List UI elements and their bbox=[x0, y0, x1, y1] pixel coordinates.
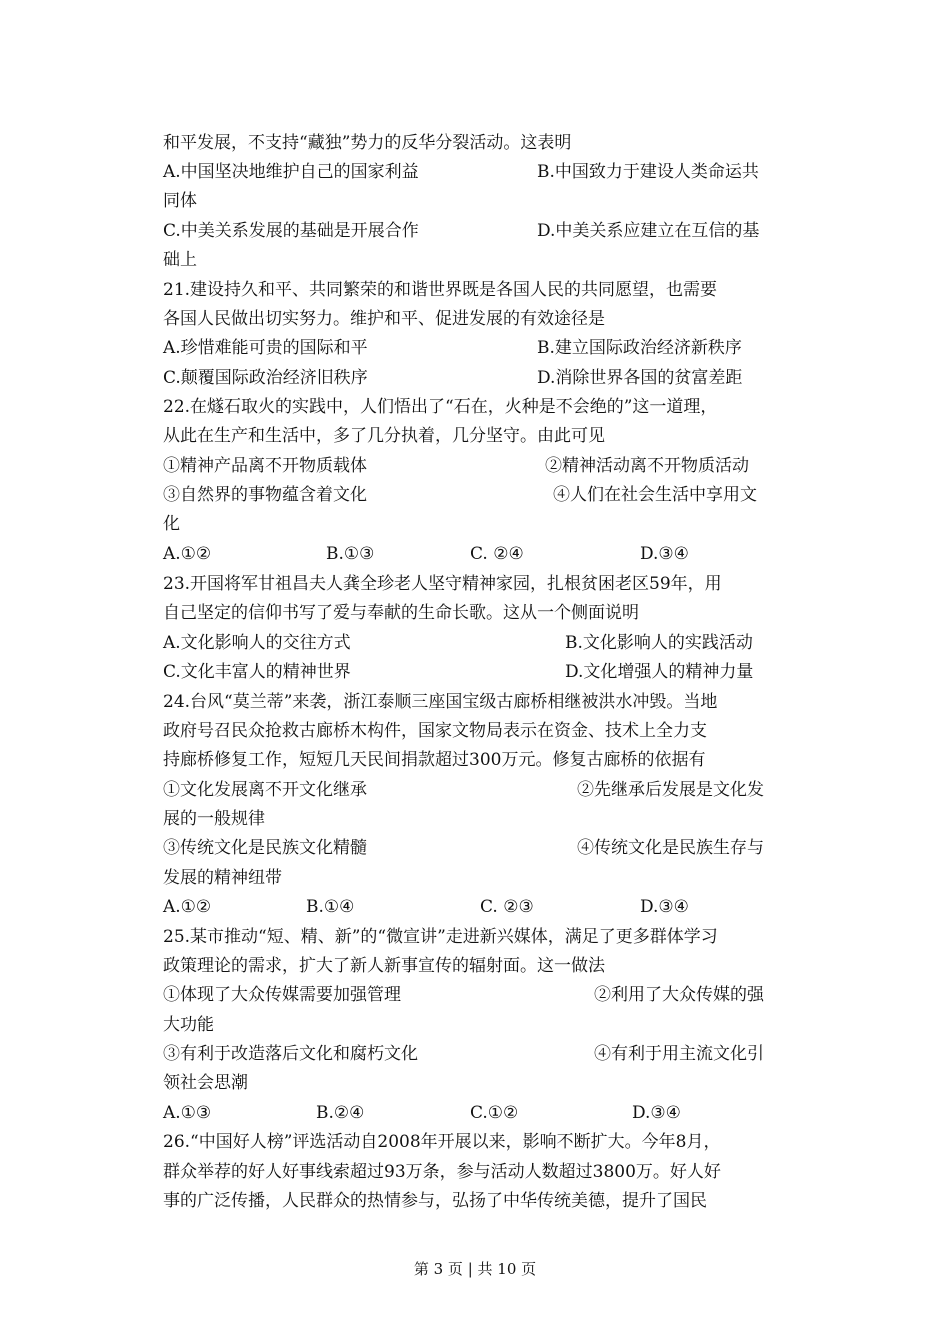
q22-item-1: ①精神产品离不开物质载体 bbox=[163, 456, 367, 476]
q23-option-b: B.文化影响人的实践活动 bbox=[565, 633, 753, 653]
q25-item-2: ②利用了大众传媒的强 bbox=[594, 985, 764, 1005]
q25-item-3: ③有利于改造落后文化和腐朽文化 bbox=[163, 1044, 418, 1064]
q25-option-b: B.②④ bbox=[316, 1103, 365, 1123]
q21-option-c: C.颠覆国际政治经济旧秩序 bbox=[163, 368, 368, 388]
q20-option-a: A.中国坚决地维护自己的国家利益 bbox=[163, 162, 419, 182]
q24-stem-line-3: 持廊桥修复工作，短短几天民间捐款超过300万元。修复古廊桥的依据有 bbox=[163, 750, 706, 770]
q22-item-4: ④人们在社会生活中享用文 bbox=[553, 485, 757, 505]
q22-stem-line-2: 从此在生产和生活中，多了几分执着，几分坚守。由此可见 bbox=[163, 426, 605, 446]
q20-stem: 和平发展，不支持“藏独”势力的反华分裂活动。这表明 bbox=[163, 133, 572, 153]
q24-item-4-wrap: 发展的精神纽带 bbox=[163, 868, 282, 888]
q21-stem-line-2: 各国人民做出切实努力。维护和平、促进发展的有效途径是 bbox=[163, 309, 605, 329]
q21-option-b: B.建立国际政治经济新秩序 bbox=[537, 338, 742, 358]
q25-option-d: D.③④ bbox=[632, 1103, 681, 1123]
q25-option-c: C.①② bbox=[470, 1103, 519, 1123]
q26-stem-line-3: 事的广泛传播，人民群众的热情参与，弘扬了中华传统美德，提升了国民 bbox=[163, 1191, 707, 1211]
q23-option-a: A.文化影响人的交往方式 bbox=[163, 633, 351, 653]
q20-option-d-wrap: 础上 bbox=[163, 250, 197, 270]
page-number-footer: 第 3 页 | 共 10 页 bbox=[413, 1260, 537, 1278]
q24-option-b: B.①④ bbox=[306, 897, 355, 917]
q24-item-4: ④传统文化是民族生存与 bbox=[577, 838, 764, 858]
q25-item-4: ④有利于用主流文化引 bbox=[594, 1044, 764, 1064]
q22-item-4-wrap: 化 bbox=[163, 514, 180, 534]
q25-stem-line-2: 政策理论的需求，扩大了新人新事宣传的辐射面。这一做法 bbox=[163, 956, 605, 976]
q24-stem-line-2: 政府号召民众抢救古廊桥木构件，国家文物局表示在资金、技术上全力支 bbox=[163, 721, 707, 741]
q21-stem-line-1: 21.建设持久和平、共同繁荣的和谐世界既是各国人民的共同愿望，也需要 bbox=[163, 280, 718, 300]
q25-item-4-wrap: 领社会思潮 bbox=[163, 1073, 248, 1093]
q22-option-b: B.①③ bbox=[326, 544, 375, 564]
q26-stem-line-1: 26.“中国好人榜”评选活动自2008年开展以来，影响不断扩大。今年8月， bbox=[163, 1132, 721, 1152]
q22-option-a: A.①② bbox=[163, 544, 212, 564]
q23-option-c: C.文化丰富人的精神世界 bbox=[163, 662, 351, 682]
q21-option-a: A.珍惜难能可贵的国际和平 bbox=[163, 338, 368, 358]
q24-item-2: ②先继承后发展是文化发 bbox=[577, 780, 764, 800]
q25-option-a: A.①③ bbox=[163, 1103, 212, 1123]
q24-item-1: ①文化发展离不开文化继承 bbox=[163, 780, 367, 800]
q25-item-2-wrap: 大功能 bbox=[163, 1015, 214, 1035]
q22-item-2: ②精神活动离不开物质活动 bbox=[545, 456, 749, 476]
q23-stem-line-1: 23.开国将军甘祖昌夫人龚全珍老人坚守精神家园，扎根贫困老区59年，用 bbox=[163, 574, 722, 594]
q20-option-b-wrap: 同体 bbox=[163, 191, 197, 211]
q22-item-3: ③自然界的事物蕴含着文化 bbox=[163, 485, 367, 505]
q24-item-3: ③传统文化是民族文化精髓 bbox=[163, 838, 367, 858]
q24-item-2-wrap: 展的一般规律 bbox=[163, 809, 265, 829]
q22-stem-line-1: 22.在燧石取火的实践中，人们悟出了“石在，火种是不会绝的”这一道理， bbox=[163, 397, 718, 417]
q20-option-c: C.中美关系发展的基础是开展合作 bbox=[163, 221, 419, 241]
q23-stem-line-2: 自己坚定的信仰书写了爱与奉献的生命长歌。这从一个侧面说明 bbox=[163, 603, 639, 623]
q24-stem-line-1: 24.台风“莫兰蒂”来袭，浙江泰顺三座国宝级古廊桥相继被洪水冲毁。当地 bbox=[163, 692, 718, 712]
q22-option-d: D.③④ bbox=[640, 544, 689, 564]
q25-stem-line-1: 25.某市推动“短、精、新”的“微宣讲”走进新兴媒体，满足了更多群体学习 bbox=[163, 927, 718, 947]
q24-option-a: A.①② bbox=[163, 897, 212, 917]
q24-option-d: D.③④ bbox=[640, 897, 689, 917]
q22-option-c: C. ②④ bbox=[470, 544, 524, 564]
q20-option-d: D.中美关系应建立在互信的基 bbox=[537, 221, 760, 241]
q23-option-d: D.文化增强人的精神力量 bbox=[565, 662, 754, 682]
q21-option-d: D.消除世界各国的贫富差距 bbox=[537, 368, 743, 388]
q25-item-1: ①体现了大众传媒需要加强管理 bbox=[163, 985, 401, 1005]
q24-option-c: C. ②③ bbox=[480, 897, 534, 917]
q26-stem-line-2: 群众举荐的好人好事线索超过93万条，参与活动人数超过3800万。好人好 bbox=[163, 1162, 721, 1182]
q20-option-b: B.中国致力于建设人类命运共 bbox=[537, 162, 759, 182]
